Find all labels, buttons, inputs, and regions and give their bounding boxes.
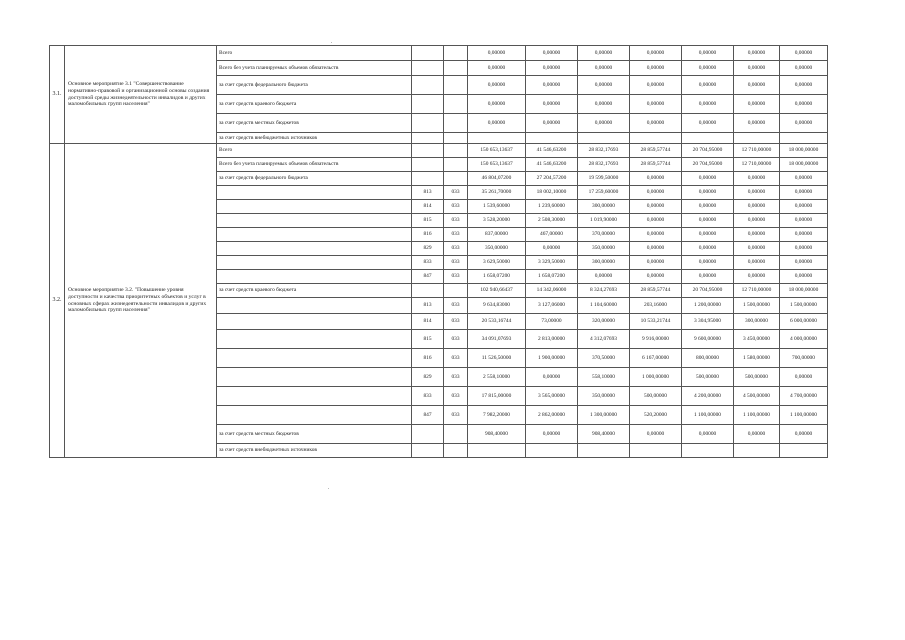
funding-source-cell: за счет средств местных бюджетов (217, 114, 412, 133)
amount-cell: 0,00000 (734, 425, 780, 444)
amount-cell (526, 444, 578, 458)
amount-cell: 500,00000 (734, 368, 780, 387)
section-number: 3.2. (50, 144, 65, 458)
amount-cell: 18 000,00000 (780, 284, 828, 298)
amount-cell: 20 533,16744 (468, 314, 526, 330)
amount-cell: 1 019,90000 (578, 214, 630, 228)
amount-cell: 0,00000 (682, 172, 734, 186)
amount-cell: 0,00000 (682, 46, 734, 61)
amount-cell: 0,00000 (780, 46, 828, 61)
amount-cell: 0,00000 (630, 186, 682, 200)
section-code-cell (444, 144, 468, 158)
amount-cell: 28 859,57744 (630, 284, 682, 298)
amount-cell: 1 658,07200 (526, 270, 578, 284)
amount-cell: 0,00000 (526, 95, 578, 114)
amount-cell: 1 658,07200 (468, 270, 526, 284)
amount-cell: 300,00000 (578, 200, 630, 214)
grbs-code-cell: 814 (412, 314, 444, 330)
scan-speck (328, 488, 329, 489)
grbs-code-cell (412, 76, 444, 95)
amount-cell: 4 700,00000 (780, 387, 828, 406)
amount-cell: 28 859,57744 (630, 158, 682, 172)
amount-cell: 0,00000 (780, 214, 828, 228)
amount-cell: 12 710,00000 (734, 284, 780, 298)
table-row (50, 144, 828, 158)
amount-cell: 0,00000 (734, 114, 780, 133)
funding-source-cell: за счет средств местных бюджетов (217, 425, 412, 444)
amount-cell: 0,00000 (630, 214, 682, 228)
amount-cell: 0,00000 (468, 114, 526, 133)
amount-cell: 0,00000 (630, 242, 682, 256)
amount-cell: 4 000,00000 (780, 330, 828, 349)
amount-cell: 73,00000 (526, 314, 578, 330)
amount-cell: 0,00000 (682, 270, 734, 284)
grbs-code-cell: 833 (412, 256, 444, 270)
section-code-cell: 033 (444, 228, 468, 242)
grbs-code-cell: 813 (412, 186, 444, 200)
amount-cell: 20 704,95000 (682, 158, 734, 172)
amount-cell: 0,00000 (526, 425, 578, 444)
grbs-code-cell (412, 158, 444, 172)
amount-cell: 0,00000 (780, 242, 828, 256)
amount-cell: 17 815,00000 (468, 387, 526, 406)
amount-cell: 34 091,07693 (468, 330, 526, 349)
amount-cell: 1 539,60000 (468, 200, 526, 214)
amount-cell: 0,00000 (734, 46, 780, 61)
amount-cell: 0,00000 (682, 228, 734, 242)
funding-source-cell: за счет средств федерального бюджета (217, 172, 412, 186)
amount-cell: 0,00000 (526, 242, 578, 256)
grbs-code-cell (412, 144, 444, 158)
amount-cell: 0,00000 (630, 95, 682, 114)
amount-cell (734, 133, 780, 144)
amount-cell (578, 444, 630, 458)
amount-cell: 0,00000 (734, 214, 780, 228)
amount-cell: 467,00000 (526, 228, 578, 242)
funding-source-cell: за счет средств внебюджетных источников (217, 444, 412, 458)
amount-cell: 0,00000 (630, 425, 682, 444)
amount-cell: 12 710,00000 (734, 144, 780, 158)
funding-source-cell (217, 406, 412, 425)
amount-cell: 0,00000 (578, 270, 630, 284)
section-code-cell (444, 158, 468, 172)
section-code-cell (444, 133, 468, 144)
amount-cell: 350,00000 (468, 242, 526, 256)
amount-cell: 11 526,50000 (468, 349, 526, 368)
amount-cell: 1 500,00000 (734, 298, 780, 314)
funding-source-cell (217, 256, 412, 270)
amount-cell: 0,00000 (734, 256, 780, 270)
scan-speck (331, 42, 332, 43)
funding-source-cell (217, 270, 412, 284)
amount-cell: 9 634,83000 (468, 298, 526, 314)
amount-cell: 3 629,50000 (468, 256, 526, 270)
grbs-code-cell (412, 172, 444, 186)
amount-cell (734, 444, 780, 458)
funding-source-cell (217, 314, 412, 330)
amount-cell: 1 100,00000 (734, 406, 780, 425)
amount-cell: 2 813,00000 (526, 330, 578, 349)
funding-source-cell: Всего без учета планируемых объемов обязательств (217, 61, 412, 76)
amount-cell: 28 832,17693 (578, 144, 630, 158)
section-code-cell (444, 46, 468, 61)
grbs-code-cell: 815 (412, 214, 444, 228)
funding-source-cell (217, 200, 412, 214)
funding-source-cell (217, 387, 412, 406)
amount-cell: 0,00000 (578, 114, 630, 133)
amount-cell: 370,50000 (578, 349, 630, 368)
amount-cell: 0,00000 (630, 200, 682, 214)
amount-cell: 0,00000 (780, 228, 828, 242)
amount-cell: 18 000,00000 (780, 144, 828, 158)
amount-cell: 520,20000 (630, 406, 682, 425)
amount-cell: 0,00000 (630, 114, 682, 133)
amount-cell: 150 653,13637 (468, 158, 526, 172)
section-code-cell: 033 (444, 368, 468, 387)
grbs-code-cell: 833 (412, 387, 444, 406)
amount-cell: 0,00000 (682, 425, 734, 444)
funding-source-cell (217, 330, 412, 349)
amount-cell: 0,00000 (682, 256, 734, 270)
amount-cell: 0,00000 (468, 61, 526, 76)
amount-cell: 0,00000 (734, 228, 780, 242)
amount-cell: 800,00000 (682, 349, 734, 368)
amount-cell: 0,00000 (630, 61, 682, 76)
amount-cell: 28 859,57744 (630, 144, 682, 158)
amount-cell: 0,00000 (526, 61, 578, 76)
funding-source-cell: за счет средств внебюджетных источников (217, 133, 412, 144)
grbs-code-cell: 815 (412, 330, 444, 349)
amount-cell: 1 104,60000 (578, 298, 630, 314)
section-code-cell (444, 425, 468, 444)
section-code-cell (444, 61, 468, 76)
amount-cell: 837,00000 (468, 228, 526, 242)
funding-source-cell: Всего без учета планируемых объемов обязательств (217, 158, 412, 172)
amount-cell: 0,00000 (734, 76, 780, 95)
amount-cell: 500,00000 (682, 368, 734, 387)
amount-cell: 0,00000 (682, 61, 734, 76)
amount-cell: 0,00000 (780, 114, 828, 133)
amount-cell: 0,00000 (682, 95, 734, 114)
amount-cell: 6 000,00000 (780, 314, 828, 330)
amount-cell: 0,00000 (780, 95, 828, 114)
amount-cell: 3 304,95000 (682, 314, 734, 330)
section-code-cell: 033 (444, 242, 468, 256)
amount-cell: 350,00000 (578, 387, 630, 406)
amount-cell: 0,00000 (780, 61, 828, 76)
amount-cell: 0,00000 (780, 172, 828, 186)
funding-source-cell: Всего (217, 144, 412, 158)
grbs-code-cell (412, 425, 444, 444)
amount-cell: 0,00000 (734, 61, 780, 76)
amount-cell: 20 704,95000 (682, 144, 734, 158)
section-code-cell: 033 (444, 298, 468, 314)
amount-cell: 0,00000 (468, 76, 526, 95)
amount-cell: 0,00000 (468, 46, 526, 61)
amount-cell: 0,00000 (682, 114, 734, 133)
funding-source-cell (217, 214, 412, 228)
amount-cell: 0,00000 (734, 95, 780, 114)
amount-cell: 7 982,20000 (468, 406, 526, 425)
amount-cell: 0,00000 (682, 242, 734, 256)
amount-cell: 0,00000 (526, 114, 578, 133)
section-name: Основное мероприятие 3.2. "Повышение уровня доступности и качества приоритетных объектов и услуг в основных сферах жизнедеятельности инвалидов и других маломобильных групп населения" (65, 144, 217, 458)
amount-cell: 1 580,00000 (734, 349, 780, 368)
amount-cell: 1 900,00000 (526, 349, 578, 368)
amount-cell: 8 324,27693 (578, 284, 630, 298)
amount-cell: 41 546,63200 (526, 144, 578, 158)
amount-cell: 0,00000 (780, 425, 828, 444)
grbs-code-cell: 813 (412, 298, 444, 314)
amount-cell: 0,00000 (578, 46, 630, 61)
amount-cell: 0,00000 (734, 270, 780, 284)
amount-cell: 41 546,63200 (526, 158, 578, 172)
amount-cell: 28 832,17693 (578, 158, 630, 172)
amount-cell: 17 259,60000 (578, 186, 630, 200)
grbs-code-cell (412, 133, 444, 144)
amount-cell: 1 200,00000 (682, 298, 734, 314)
grbs-code-cell: 816 (412, 228, 444, 242)
amount-cell: 2 558,10000 (468, 368, 526, 387)
grbs-code-cell: 847 (412, 406, 444, 425)
amount-cell: 350,00000 (578, 242, 630, 256)
amount-cell: 20 704,95000 (682, 284, 734, 298)
funding-source-cell: Всего (217, 46, 412, 61)
amount-cell: 370,00000 (578, 228, 630, 242)
funding-source-cell: за счет средств краевого бюджета (217, 95, 412, 114)
amount-cell (468, 444, 526, 458)
section-code-cell: 033 (444, 186, 468, 200)
section-number: 3.1. (50, 46, 65, 144)
grbs-code-cell (412, 95, 444, 114)
amount-cell: 908,40000 (578, 425, 630, 444)
amount-cell: 0,00000 (682, 214, 734, 228)
grbs-code-cell (412, 114, 444, 133)
amount-cell: 0,00000 (780, 186, 828, 200)
amount-cell: 35 261,70000 (468, 186, 526, 200)
amount-cell: 0,00000 (780, 270, 828, 284)
amount-cell: 0,00000 (780, 368, 828, 387)
amount-cell: 3 329,50000 (526, 256, 578, 270)
funding-source-cell (217, 228, 412, 242)
amount-cell: 0,00000 (526, 46, 578, 61)
section-code-cell: 033 (444, 406, 468, 425)
funding-source-cell (217, 298, 412, 314)
section-code-cell (444, 444, 468, 458)
amount-cell: 0,00000 (630, 228, 682, 242)
section-code-cell (444, 284, 468, 298)
amount-cell: 0,00000 (734, 200, 780, 214)
section-code-cell (444, 114, 468, 133)
amount-cell: 6 167,00000 (630, 349, 682, 368)
funding-source-cell: за счет средств федерального бюджета (217, 76, 412, 95)
amount-cell: 0,00000 (578, 61, 630, 76)
amount-cell: 0,00000 (578, 76, 630, 95)
section-code-cell (444, 172, 468, 186)
grbs-code-cell (412, 61, 444, 76)
amount-cell: 102 940,66437 (468, 284, 526, 298)
section-code-cell (444, 76, 468, 95)
amount-cell: 1 100,00000 (682, 406, 734, 425)
grbs-code-cell: 829 (412, 242, 444, 256)
section-code-cell: 033 (444, 330, 468, 349)
amount-cell (468, 133, 526, 144)
amount-cell: 9 600,00000 (682, 330, 734, 349)
amount-cell: 0,00000 (630, 256, 682, 270)
amount-cell: 300,00000 (578, 256, 630, 270)
amount-cell: 0,00000 (734, 242, 780, 256)
funding-source-cell (217, 349, 412, 368)
amount-cell: 1 239,60000 (526, 200, 578, 214)
amount-cell: 27 204,57200 (526, 172, 578, 186)
amount-cell: 0,00000 (468, 95, 526, 114)
amount-cell: 10 533,21744 (630, 314, 682, 330)
amount-cell: 2 862,00000 (526, 406, 578, 425)
section-name: Основное мероприятие 3.1 "Совершенствование нормативно-правовой и организационной основы создания доступной среды жизнедеятельности инвалидов и других маломобильных групп населения" (65, 46, 217, 144)
funding-source-cell: за счет средств краевого бюджета (217, 284, 412, 298)
amount-cell: 0,00000 (734, 186, 780, 200)
amount-cell: 0,00000 (682, 186, 734, 200)
amount-cell: 203,16000 (630, 298, 682, 314)
amount-cell: 0,00000 (630, 46, 682, 61)
amount-cell: 1 500,00000 (780, 298, 828, 314)
section-code-cell: 033 (444, 214, 468, 228)
table-row (50, 46, 828, 61)
amount-cell: 4 312,07693 (578, 330, 630, 349)
grbs-code-cell (412, 444, 444, 458)
amount-cell (780, 444, 828, 458)
section-code-cell: 033 (444, 349, 468, 368)
amount-cell: 700,00000 (780, 349, 828, 368)
amount-cell (682, 444, 734, 458)
grbs-code-cell (412, 46, 444, 61)
amount-cell: 558,10000 (578, 368, 630, 387)
amount-cell (780, 133, 828, 144)
amount-cell: 0,00000 (630, 76, 682, 95)
amount-cell: 18 002,10000 (526, 186, 578, 200)
amount-cell: 1 100,00000 (780, 406, 828, 425)
funding-source-cell (217, 368, 412, 387)
amount-cell: 0,00000 (682, 76, 734, 95)
amount-cell: 0,00000 (780, 200, 828, 214)
section-code-cell: 033 (444, 256, 468, 270)
amount-cell: 0,00000 (780, 256, 828, 270)
amount-cell: 0,00000 (682, 200, 734, 214)
grbs-code-cell: 814 (412, 200, 444, 214)
grbs-code-cell: 847 (412, 270, 444, 284)
amount-cell: 2 508,30000 (526, 214, 578, 228)
amount-cell: 0,00000 (526, 368, 578, 387)
amount-cell: 0,00000 (526, 76, 578, 95)
amount-cell: 3 565,00000 (526, 387, 578, 406)
amount-cell: 18 000,00000 (780, 158, 828, 172)
amount-cell: 908,40000 (468, 425, 526, 444)
amount-cell: 0,00000 (734, 172, 780, 186)
amount-cell: 300,00000 (734, 314, 780, 330)
section-code-cell (444, 95, 468, 114)
grbs-code-cell: 829 (412, 368, 444, 387)
amount-cell: 320,00000 (578, 314, 630, 330)
amount-cell: 46 804,07200 (468, 172, 526, 186)
amount-cell: 0,00000 (578, 95, 630, 114)
amount-cell (682, 133, 734, 144)
amount-cell (630, 133, 682, 144)
amount-cell (526, 133, 578, 144)
amount-cell: 3 528,20000 (468, 214, 526, 228)
amount-cell: 4 200,00000 (682, 387, 734, 406)
section-code-cell: 033 (444, 270, 468, 284)
amount-cell: 9 916,00000 (630, 330, 682, 349)
amount-cell: 14 342,06000 (526, 284, 578, 298)
amount-cell: 1 000,00000 (630, 368, 682, 387)
grbs-code-cell (412, 284, 444, 298)
amount-cell: 1 300,00000 (578, 406, 630, 425)
funding-source-cell (217, 186, 412, 200)
amount-cell: 500,00000 (630, 387, 682, 406)
amount-cell: 0,00000 (630, 172, 682, 186)
amount-cell: 12 710,00000 (734, 158, 780, 172)
amount-cell (630, 444, 682, 458)
section-code-cell: 033 (444, 200, 468, 214)
section-code-cell: 033 (444, 387, 468, 406)
funding-source-cell (217, 242, 412, 256)
amount-cell: 150 653,13637 (468, 144, 526, 158)
amount-cell: 4 500,00000 (734, 387, 780, 406)
amount-cell: 3 127,06000 (526, 298, 578, 314)
amount-cell: 0,00000 (630, 270, 682, 284)
amount-cell: 0,00000 (780, 76, 828, 95)
amount-cell: 19 599,50000 (578, 172, 630, 186)
section-code-cell: 033 (444, 314, 468, 330)
budget-table (49, 45, 828, 458)
grbs-code-cell: 816 (412, 349, 444, 368)
amount-cell (578, 133, 630, 144)
amount-cell: 3 450,00000 (734, 330, 780, 349)
